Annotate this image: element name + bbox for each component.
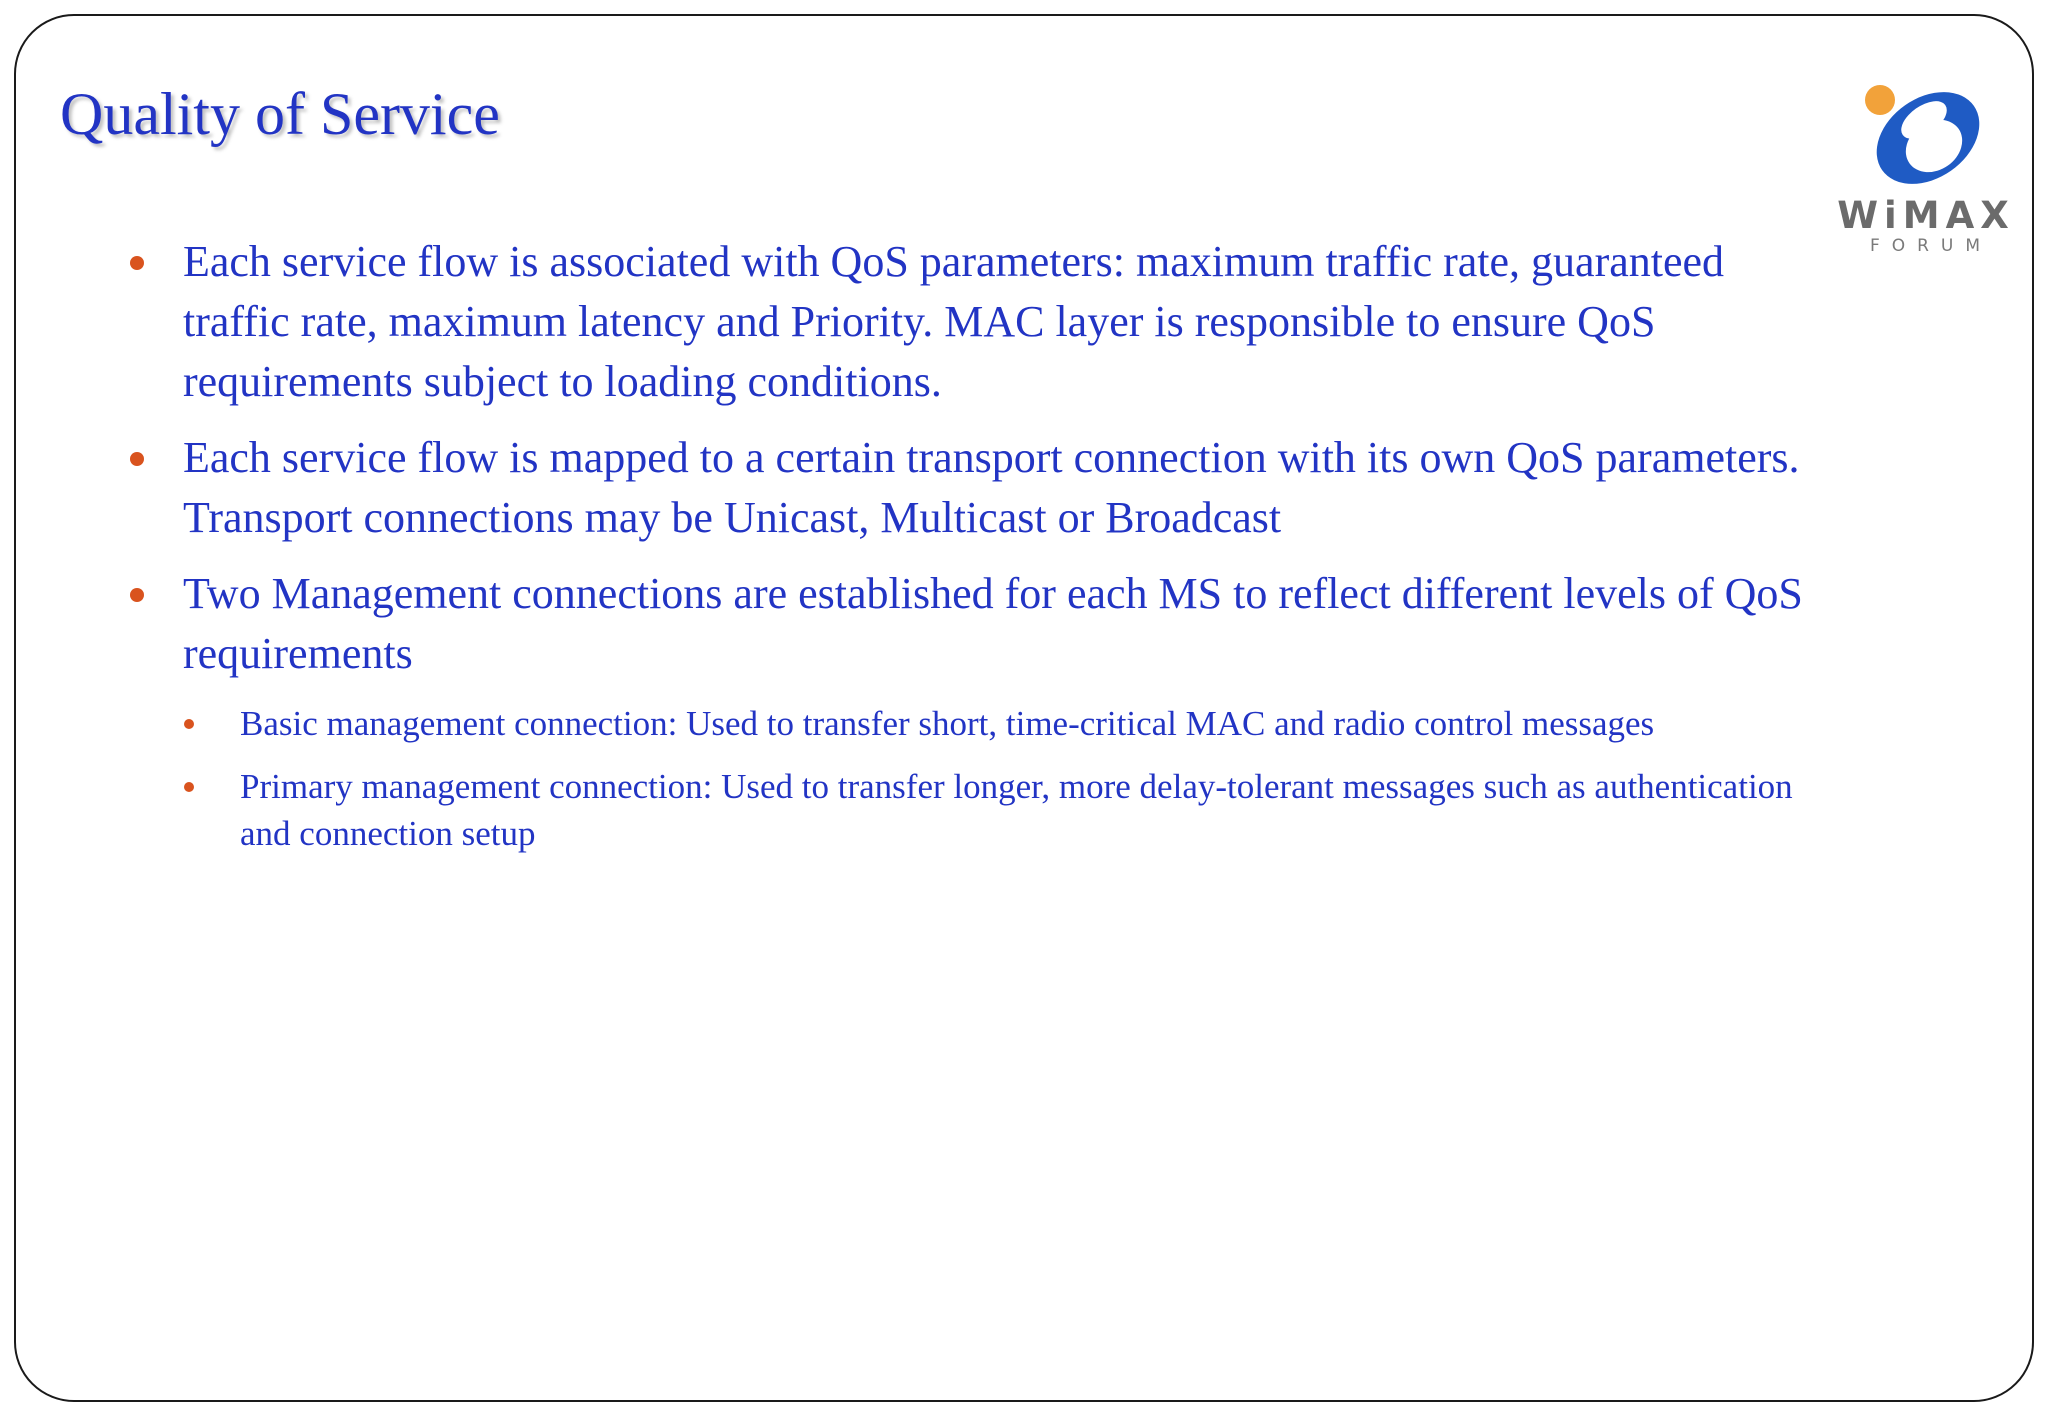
sub-list-item	[183, 763, 1826, 857]
bullet-dot-icon	[184, 782, 194, 792]
sub-list-item	[183, 700, 1826, 747]
logo-subtext: FORUM	[1869, 236, 1993, 256]
bullet-dot-icon	[130, 256, 144, 270]
bullet-dot-icon	[184, 719, 194, 729]
sub-bullet-text: Primary management connection: Used to transfer longer, more delay-tolerant messages such as authentication and connection setup	[240, 767, 1793, 853]
sub-bullet-text: Basic management connection: Used to transfer short, time-critical MAC and radio control messages	[240, 704, 1655, 743]
bullet-list	[126, 232, 1826, 873]
list-item	[126, 232, 1826, 412]
logo-wordmark: WiMAX	[1837, 194, 2015, 237]
slide-title: Quality of Service	[60, 81, 500, 147]
list-item	[126, 564, 1826, 684]
bullet-dot-icon	[130, 588, 144, 602]
wimax-logo-icon	[1836, 74, 2016, 199]
list-item	[126, 428, 1826, 548]
bullet-text: Each service flow is mapped to a certain transport connection with its own QoS parameters. Transport connections may be Unicast, Multicast or Broadcast	[183, 433, 1800, 542]
wimax-forum-logo	[1836, 74, 2016, 264]
bullet-text: Two Management connections are established for each MS to reflect different levels of QoS requirements	[183, 569, 1803, 678]
bullet-text: Each service flow is associated with QoS parameters: maximum traffic rate, guaranteed traffic rate, maximum latency and Priority. MAC layer is responsible to ensure QoS requirements subject to loading conditions.	[183, 237, 1725, 406]
bullet-dot-icon	[130, 452, 144, 466]
slide-frame	[14, 14, 2034, 1402]
